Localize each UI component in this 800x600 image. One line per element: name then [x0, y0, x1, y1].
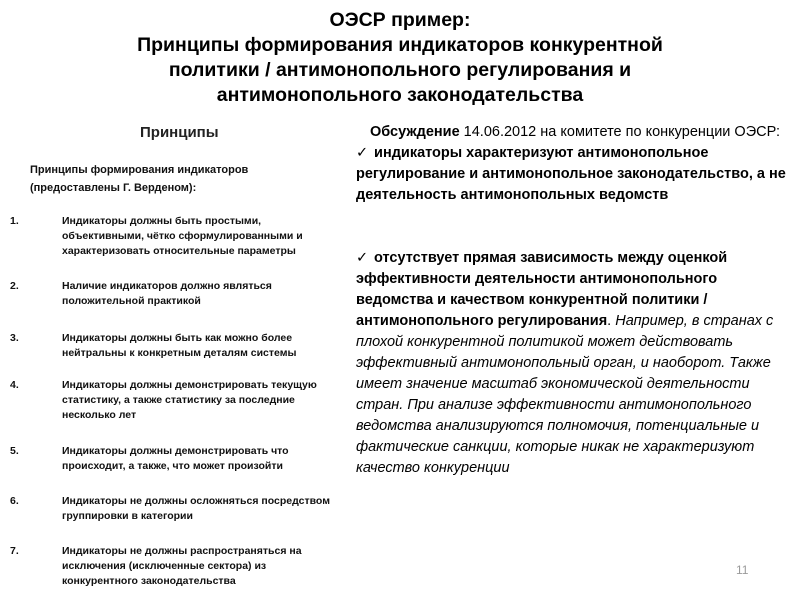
check-item-2 [356, 248, 786, 479]
principle-text: Индикаторы должны быть простыми, объективными, чётко сформулированными и характеризовать относительные параметры [62, 215, 303, 257]
principle-item-7 [10, 544, 345, 589]
principle-number: 3. [10, 332, 19, 344]
principle-text: Наличие индикаторов должно являться положительной практикой [62, 280, 272, 307]
title-line-2: Принципы формирования индикаторов конкурентной [137, 34, 663, 56]
principle-text: Индикаторы не должны распространяться на исключения (исключенные сектора) из конкурентного законодательства [62, 545, 302, 587]
check-item-2-italic-text: Например, в странах с плохой конкурентной политикой может действовать эффективный антимонопольный орган, и наоборот. Также имеет значение масштаб экономической деятельности стран. При анализе эффективности антимонопольного ведомства анализируются полномочия, потенциальные и фактические санкции, которые никак не характеризуют качество конкуренции [356, 313, 774, 476]
principle-number: 1. [10, 215, 19, 227]
discussion-date: 14.06.2012 на комитете по конкуренции ОЭСР: [459, 124, 780, 140]
checkmark-icon: ✓ [356, 145, 369, 161]
discussion-panel [356, 122, 786, 479]
page-number: 11 [736, 563, 749, 577]
title-line-1: ОЭСР пример: [329, 9, 471, 31]
principles-subtitle-line-1: Принципы формирования индикаторов [30, 164, 249, 176]
principle-number: 4. [10, 379, 19, 391]
principle-text: Индикаторы должны быть как можно более нейтральны к конкретным деталям системы [62, 332, 297, 359]
check-item-1-text: индикаторы характеризуют антимонопольное регулирование и антимонопольное законодательство, а не деятельность антимонопольных ведомств [356, 145, 786, 203]
principles-heading: Принципы [140, 124, 219, 141]
principle-number: 7. [10, 545, 19, 557]
principle-item-6 [10, 494, 345, 524]
discussion-intro [356, 122, 786, 143]
check-item-2-period: . [607, 313, 616, 329]
principle-text: Индикаторы не должны осложняться посредством группировки в категории [62, 495, 330, 522]
principles-subtitle [30, 161, 330, 197]
check-item-2-bold-text: отсутствует прямая зависимость между оценкой эффективности деятельности антимонопольного ведомства и качеством конкурентной политики / антимонопольного регулирования [356, 250, 728, 329]
slide-title [40, 8, 760, 108]
principle-number: 6. [10, 495, 19, 507]
principle-item-3 [10, 331, 345, 361]
principles-subtitle-line-2: (предоставлены Г. Верденом): [30, 182, 197, 194]
checkmark-icon: ✓ [356, 250, 369, 266]
principle-item-4 [10, 378, 345, 423]
principle-text: Индикаторы должны демонстрировать текущую статистику, а также статистику за последние несколько лет [62, 379, 317, 421]
discussion-label: Обсуждение [370, 124, 460, 140]
principle-item-2 [10, 279, 345, 309]
principle-item-1 [10, 214, 345, 259]
principle-number: 2. [10, 280, 19, 292]
principle-text: Индикаторы должны демонстрировать что происходит, а также, что может произойти [62, 445, 289, 472]
check-item-1 [356, 143, 786, 206]
principle-number: 5. [10, 445, 19, 457]
title-line-3: политики / антимонопольного регулирования и [168, 59, 632, 81]
title-line-4: антимонопольного законодательства [216, 84, 584, 106]
principle-item-5 [10, 444, 345, 474]
